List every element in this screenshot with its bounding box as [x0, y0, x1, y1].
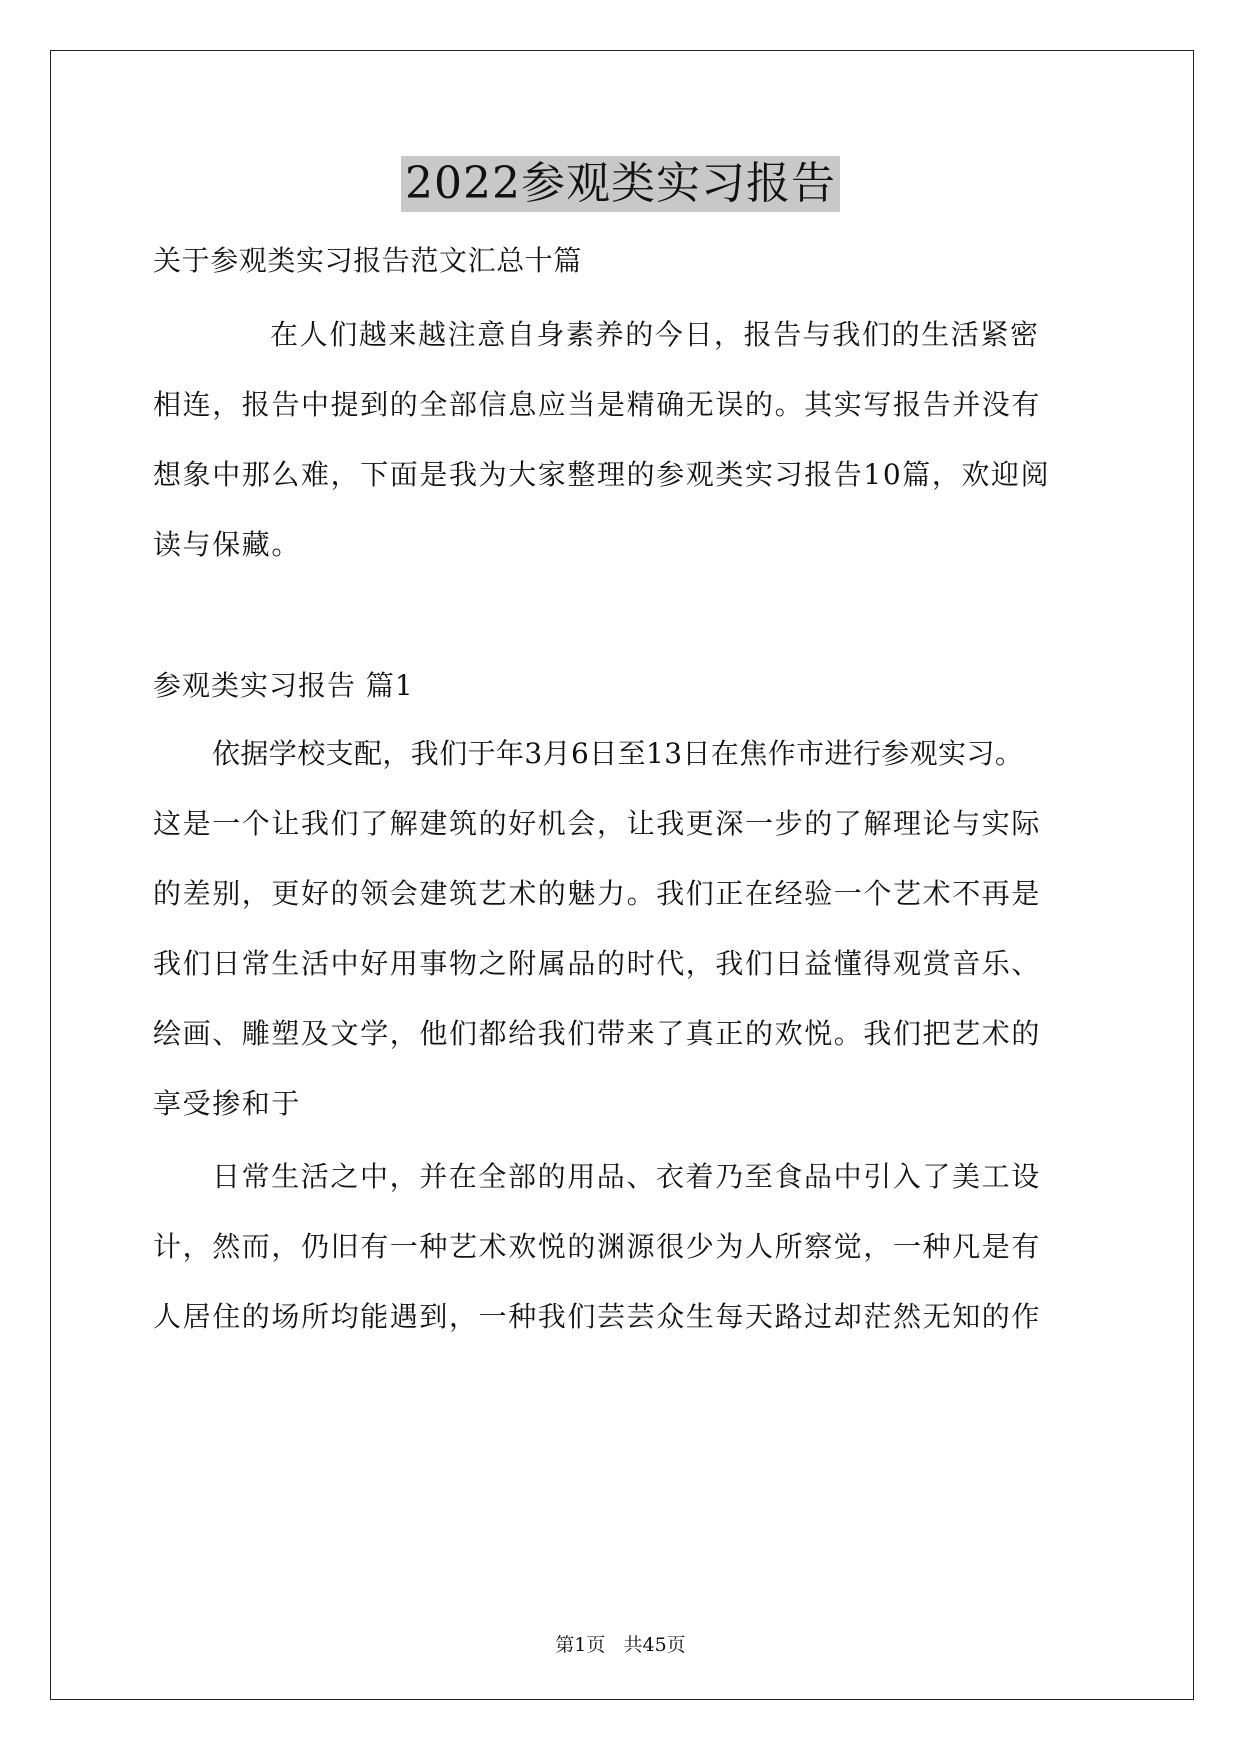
document-subtitle: 关于参观类实习报告范文汇总十篇: [153, 244, 583, 277]
paragraph-line: 享受掺和于: [153, 1087, 302, 1120]
paragraph-line: 的差别，更好的领会建筑艺术的魅力。我们正在经验一个艺术不再是: [153, 877, 1042, 910]
paragraph-line: 人居住的场所均能遇到，一种我们芸芸众生每天路过却茫然无知的作: [153, 1300, 1042, 1333]
document-title-block: [0, 156, 1241, 212]
paragraph-line: 日常生活之中，并在全部的用品、衣着乃至食品中引入了美工设: [212, 1160, 1041, 1193]
page-number-footer: 第1页 共45页: [555, 1634, 686, 1656]
document-title: 2022参观类实习报告: [401, 156, 840, 212]
paragraph-line: 依据学校支配，我们于年3月6日至13日在焦作市进行参观实习。: [212, 737, 1024, 770]
section-heading: 参观类实习报告 篇1: [153, 669, 414, 702]
paragraph-line: 这是一个让我们了解建筑的好机会，让我更深一步的了解理论与实际: [153, 807, 1042, 840]
intro-line: 想象中那么难，下面是我为大家整理的参观类实习报告10篇，欢迎阅: [153, 458, 1051, 491]
intro-line: 相连，报告中提到的全部信息应当是精确无误的。其实写报告并没有: [153, 388, 1042, 421]
paragraph-line: 我们日常生活中好用事物之附属品的时代，我们日益懂得观赏音乐、: [153, 947, 1042, 980]
paragraph-line: 绘画、雕塑及文学，他们都给我们带来了真正的欢悦。我们把艺术的: [153, 1017, 1042, 1050]
intro-line: 读与保藏。: [153, 528, 302, 561]
paragraph-line: 计，然而，仍旧有一种艺术欢悦的渊源很少为人所察觉，一种凡是有: [153, 1230, 1042, 1263]
intro-line: 在人们越来越注意自身素养的今日，报告与我们的生活紧密: [270, 318, 1040, 351]
